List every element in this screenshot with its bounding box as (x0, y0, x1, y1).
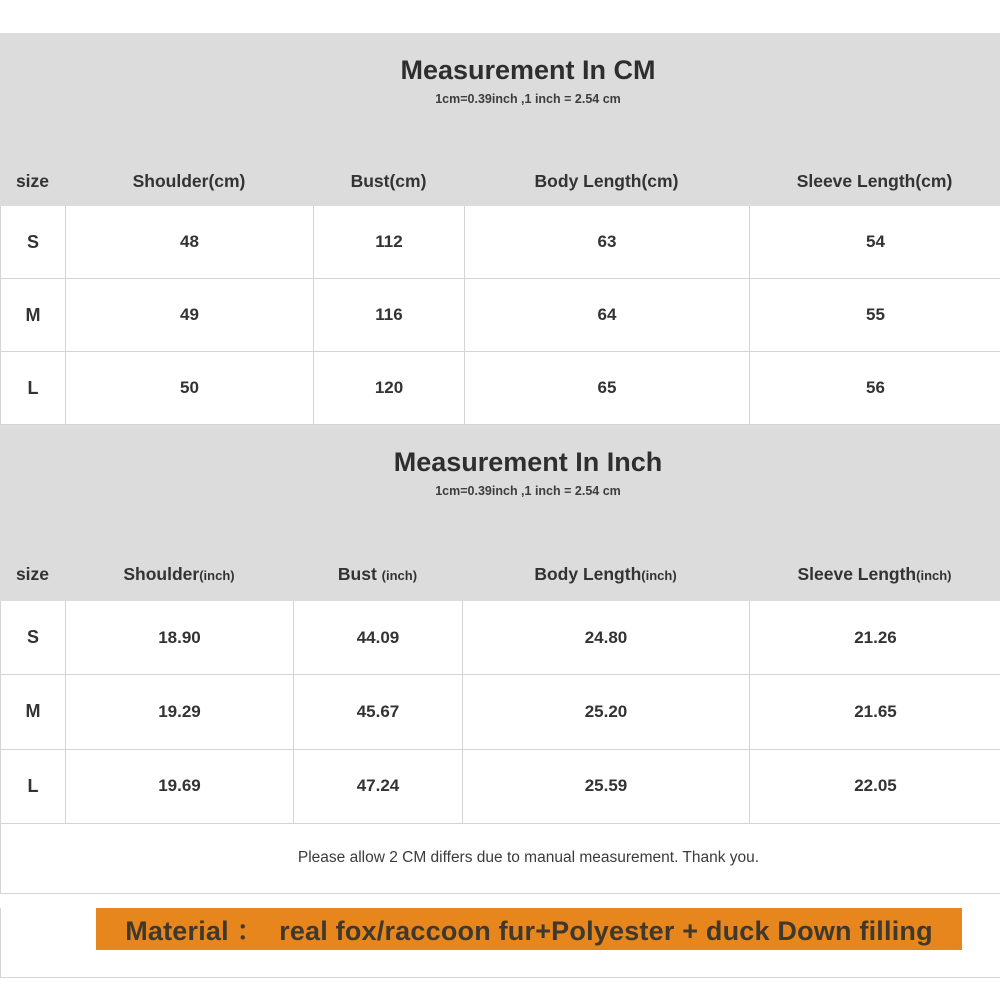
section-measurement-inch (0, 425, 1000, 824)
measurement-note-row (0, 824, 1000, 894)
size-cell: S (1, 601, 66, 674)
section-measurement-cm (0, 33, 1000, 425)
cm-column-header-row (0, 171, 1000, 191)
sleeve-length-value: 21.65 (854, 701, 897, 721)
body-length-value: 64 (465, 279, 750, 351)
bust-value: 112 (314, 206, 465, 278)
size-cell: M (1, 279, 66, 351)
sleeve-length-value: 55 (866, 305, 885, 324)
shoulder-value: 50 (66, 352, 314, 424)
shoulder-value: 49 (66, 279, 314, 351)
column-header-label: Body Length (534, 171, 642, 191)
cm-header-text (56, 33, 1000, 107)
column-header-label: Bust (337, 564, 382, 584)
column-header-size (0, 564, 65, 586)
size-cell: L (1, 750, 66, 823)
column-header-body-length (462, 564, 749, 586)
table-row-l (0, 352, 1000, 425)
body-length-value: 24.80 (463, 601, 750, 674)
column-header-body-length (464, 171, 749, 191)
material-banner: Material ： real fox/raccoon fur+Polyester + duck Down filling (96, 908, 962, 950)
column-header-shoulder (65, 171, 313, 191)
column-header-label: Bust (350, 171, 390, 191)
sleeve-length-value: 54 (866, 232, 885, 251)
column-header-sleeve-length (749, 564, 1000, 586)
bust-value: 120 (314, 352, 465, 424)
table-row-s (0, 206, 1000, 279)
bust-value: 116 (314, 279, 465, 351)
bust-value: 44.09 (294, 601, 463, 674)
column-header-label: size (15, 171, 50, 191)
column-header-unit: (inch) (916, 568, 952, 583)
shoulder-value: 48 (66, 206, 314, 278)
column-header-unit: (cm) (389, 171, 427, 191)
shoulder-value: 19.29 (66, 675, 294, 748)
table-row-m (0, 675, 1000, 749)
column-header-label: Shoulder (132, 171, 209, 191)
cm-header-block (0, 33, 1000, 206)
shoulder-value: 18.90 (66, 601, 294, 674)
column-header-unit: (cm) (915, 171, 953, 191)
column-header-bust (313, 171, 464, 191)
sleeve-length-value: 56 (866, 378, 885, 397)
bust-value: 47.24 (294, 750, 463, 823)
measurement-note: Please allow 2 CM differs due to manual measurement. Thank you. (297, 849, 760, 867)
body-length-value: 25.59 (463, 750, 750, 823)
inch-conversion-note: 1cm=0.39inch ,1 inch = 2.54 cm (435, 484, 621, 498)
inch-header-block (0, 425, 1000, 601)
column-header-sleeve-length (749, 171, 1000, 191)
material-row (0, 908, 1000, 978)
body-length-value: 65 (465, 352, 750, 424)
column-header-label: size (15, 564, 50, 584)
inch-header-text (56, 425, 1000, 499)
sleeve-length-value: 22.05 (854, 776, 897, 796)
size-cell: S (1, 206, 66, 278)
body-length-value: 25.20 (463, 675, 750, 748)
inch-column-header-row (0, 564, 1000, 586)
top-spacer (0, 0, 1000, 33)
column-header-bust (293, 564, 462, 586)
size-cell: L (1, 352, 66, 424)
column-header-shoulder (65, 564, 293, 586)
column-header-unit: (cm) (641, 171, 679, 191)
column-header-unit: (inch) (381, 568, 418, 583)
bust-value: 45.67 (294, 675, 463, 748)
cm-section-title: Measurement In CM (400, 55, 656, 85)
shoulder-value: 19.69 (66, 750, 294, 823)
column-header-unit: (inch) (199, 568, 235, 583)
size-cell: M (1, 675, 66, 748)
column-header-label: Body Length (534, 564, 642, 584)
body-length-value: 63 (465, 206, 750, 278)
column-header-label: Sleeve Length (797, 564, 917, 584)
column-header-label: Sleeve Length (796, 171, 916, 191)
table-row-s (0, 601, 1000, 675)
cm-conversion-note: 1cm=0.39inch ,1 inch = 2.54 cm (435, 92, 621, 106)
column-header-label: Shoulder (123, 564, 200, 584)
inch-section-title: Measurement In Inch (393, 447, 663, 477)
sleeve-length-value: 21.26 (854, 627, 897, 647)
column-header-unit: (inch) (641, 568, 677, 583)
table-row-m (0, 279, 1000, 352)
column-header-unit: (cm) (208, 171, 246, 191)
table-row-l (0, 750, 1000, 824)
column-header-size (0, 171, 65, 191)
